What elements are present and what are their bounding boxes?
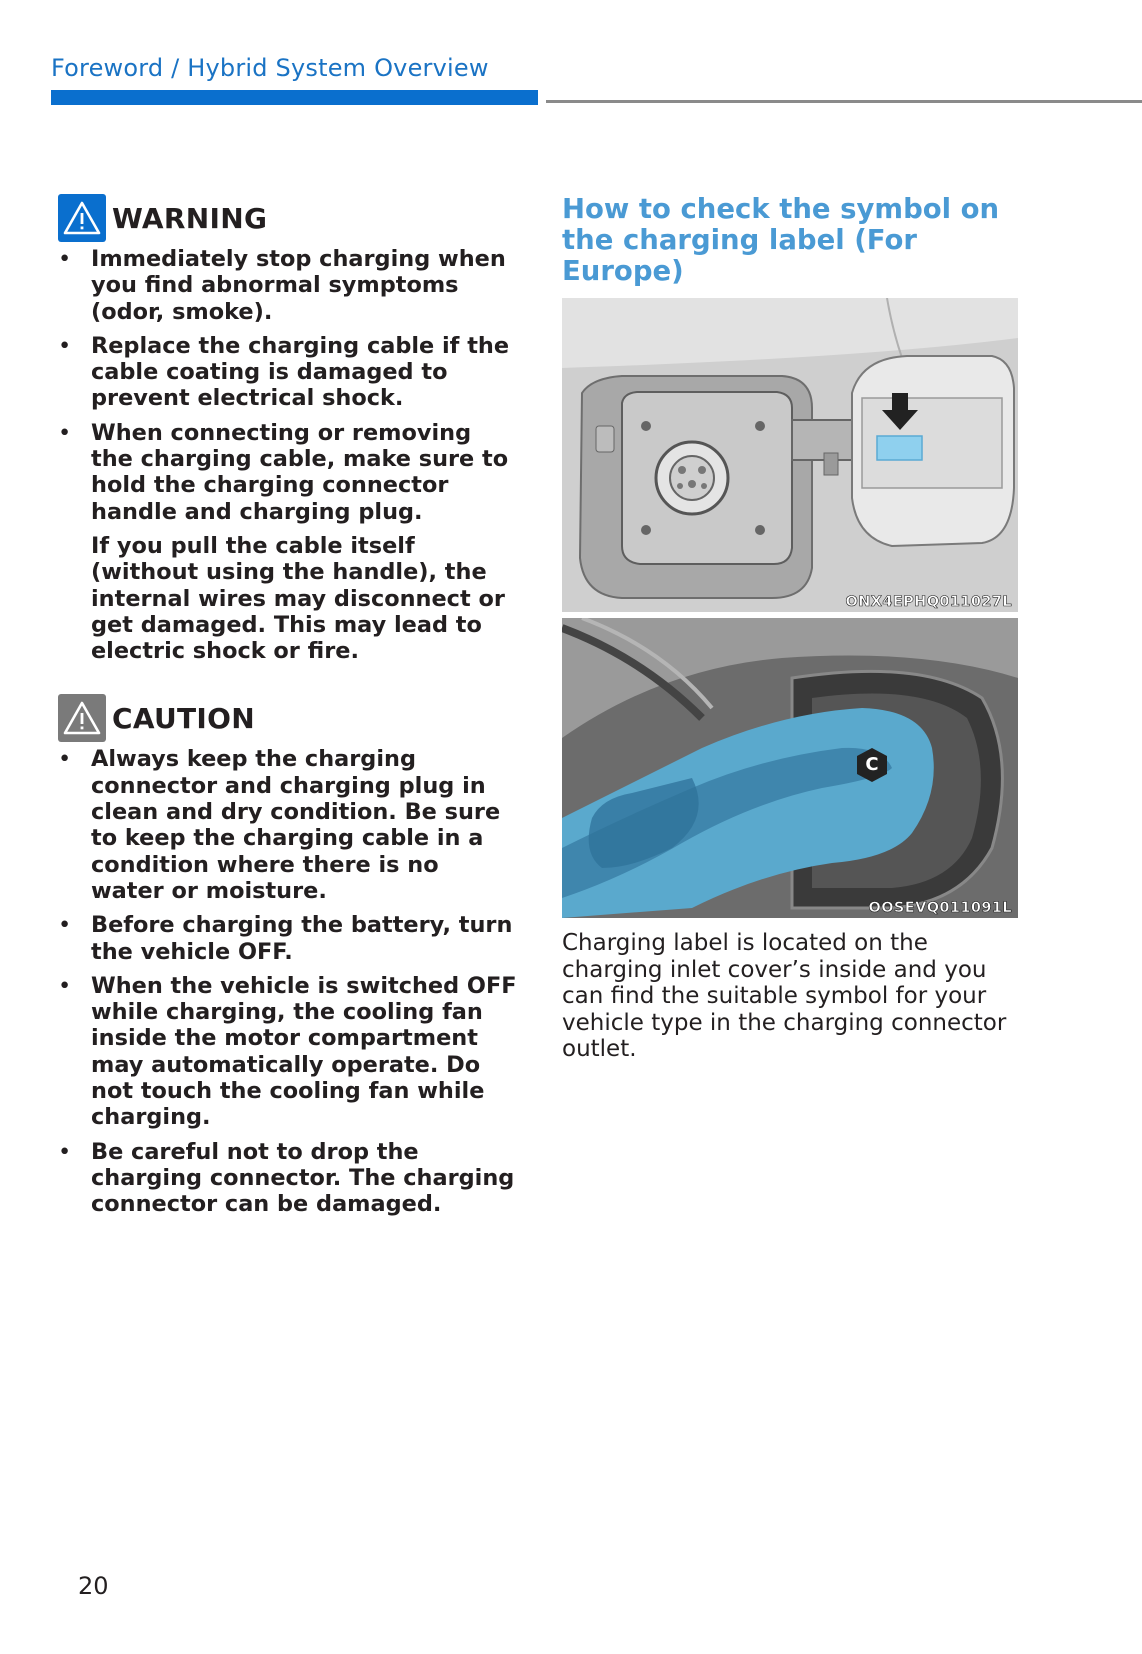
warning-header <box>58 194 518 242</box>
charging-connector-figure <box>562 618 1018 918</box>
warning-block <box>58 194 518 664</box>
right-column <box>562 194 1022 1063</box>
caution-triangle-icon <box>58 694 106 742</box>
connector-symbol: C <box>865 754 879 775</box>
warning-title: WARNING <box>112 201 268 235</box>
header-accent-rule <box>51 90 538 105</box>
section-title: How to check the symbol on the charging label (For Europe) <box>562 193 1000 287</box>
caution-item: • When the vehicle is switched OFF while charging, the cooling fan inside the motor compartment may automatically operate. Do not touch the cooling fan while charging. <box>58 973 518 1131</box>
caution-item: • Always keep the charging connector and charging plug in clean and dry condition. Be sure to keep the charging cable in a condition where there is no water or moisture. <box>58 746 518 904</box>
breadcrumb: Foreword / Hybrid System Overview <box>51 54 489 82</box>
warning-item: • When connecting or removing the charging cable, make sure to hold the charging connector handle and charging plug. <box>58 420 518 525</box>
caution-block <box>58 694 518 1217</box>
caution-list <box>58 746 518 1217</box>
page-number: 20 <box>78 1572 109 1600</box>
figure-code: ONX4EPHQ011027L <box>845 594 1012 610</box>
charging-inlet-cover-figure <box>562 298 1018 612</box>
left-column <box>58 194 518 1226</box>
figure-caption: Charging label is located on the charging inlet cover’s inside and you can find the suitable symbol for your vehicle type in the charging connector outlet. <box>562 930 1007 1062</box>
caution-item: • Be careful not to drop the charging connector. The charging connector can be damaged. <box>58 1139 518 1218</box>
caution-title: CAUTION <box>112 701 255 735</box>
warning-item: • Immediately stop charging when you find abnormal symptoms (odor, smoke). <box>58 246 518 325</box>
caution-header <box>58 694 518 742</box>
charging-connector-illustration <box>562 618 1018 918</box>
charging-inlet-illustration <box>562 298 1018 612</box>
warning-item: • Replace the charging cable if the cable coating is damaged to prevent electrical shock. <box>58 333 518 412</box>
figure-code: OOSEVQ011091L <box>868 900 1012 916</box>
warning-triangle-icon <box>58 194 106 242</box>
warning-note: If you pull the cable itself (without using the handle), the internal wires may disconnect or get damaged. This may lead to electric shock or fire. <box>91 532 505 665</box>
header-divider-rule <box>546 100 1142 103</box>
warning-list <box>58 246 518 525</box>
caution-item: • Before charging the battery, turn the vehicle OFF. <box>58 912 518 965</box>
